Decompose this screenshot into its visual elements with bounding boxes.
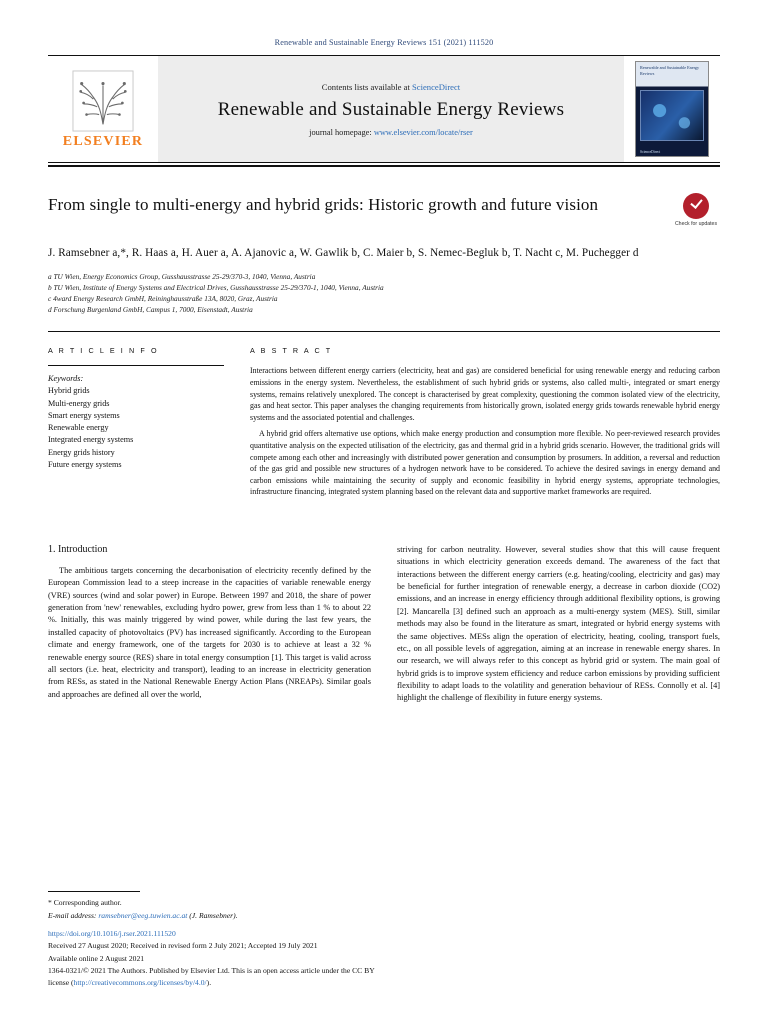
license-suffix: ). <box>206 977 212 987</box>
page-footer <box>48 891 386 988</box>
license-link[interactable]: http://creativecommons.org/licenses/by/4.0/ <box>73 977 207 987</box>
contents-line <box>322 82 460 92</box>
publisher-logo <box>48 56 158 162</box>
abstract-paragraph-2: A hybrid grid offers alternative use options, which make energy production and consumption more flexible. No peer-reviewed research provides quantitative analysis on the expected utilisation of the electricity, gas and thermal grid in a hybrid grids scenario. However, the traditional grids will compete among each other and increasingly with distributed power generation and consumption by prosumers. In addition, a reversal and reduction of the gas grid and possible new structures of a hydrogen network have to be considered. To achieve the desired savings in energy demand and carbon emissions while maintaining the security of supply and economic feasibility in hybrid energy systems, appropriate technologies, infrastructure financing, integrated system planning based on the relevant data and supportive market frameworks are required. <box>250 429 720 497</box>
corresponding-author-note: * Corresponding author. <box>48 898 122 908</box>
page-title: From single to multi-energy and hybrid grids: Historic growth and future vision <box>48 195 599 214</box>
body-right-column <box>397 544 720 705</box>
affiliation-c: c 4ward Energy Research GmbH, Reininghausstraße 13A, 8020, Graz, Austria <box>48 294 278 304</box>
crossmark-icon <box>683 193 709 219</box>
cover-thumbnail <box>635 61 709 157</box>
keyword-item: Integrated energy systems <box>48 435 134 445</box>
author-list: J. Ramsebner a,*, R. Haas a, H. Auer a, A. Ajanovic a, W. Gawlik b, C. Maier b, S. Nemec-Begluk b, T. Nacht c, M. Puchegger d <box>48 246 639 259</box>
doi-link[interactable]: https://doi.org/10.1016/j.rser.2021.111520 <box>48 929 176 939</box>
journal-cover <box>624 56 720 162</box>
article-info-column <box>48 346 224 498</box>
crossmark-label: Check for updates <box>674 221 718 227</box>
journal-homepage-link[interactable]: www.elsevier.com/locate/rser <box>373 127 473 137</box>
cover-title: Renewable and Sustainable Energy Reviews <box>640 65 700 76</box>
elsevier-tree-icon <box>72 70 134 132</box>
crossmark-badge[interactable] <box>672 193 720 228</box>
abstract-heading: A B S T R A C T <box>250 346 333 356</box>
masthead-bottom-rule <box>48 165 720 167</box>
cover-artwork <box>640 90 704 141</box>
body-columns <box>48 544 720 705</box>
body-left-column <box>48 544 371 705</box>
body-paragraph-left: The ambitious targets concerning the decarbonisation of electricity recently defined by the European Commission lead to a steep increase in the capacities of variable renewable energy (VRE) sources (wind and solar power) in Europe. Between 1997 and 2018, the share of power generation from 'new' renewables, excluding hydro power, grew from less than 1 % to about 22 %. Initially, this was mainly triggered by wind power, while during the last few years, the installed capacity of photovoltaics (PV) has increased significantly. According to the European climate and energy framework, one of the targets for 2030 is to achieve at least a 32 % renewable energy source (RES) share in total energy consumption [1]. This target is valid across all sectors (i.e. heat, electricity and transport), leading to an increase in electricity generation from RESs, as stated in the National Renewable Energy Action Plans (NREAPs). Similar goals and approaches are defined all over the world, <box>48 566 371 699</box>
article-history: Received 27 August 2020; Received in revised form 2 July 2021; Accepted 19 July 2021 <box>48 941 318 951</box>
email-label: E-mail address: <box>48 910 99 920</box>
publisher-name: ELSEVIER <box>62 134 144 149</box>
info-abstract-row <box>48 346 720 498</box>
sciencedirect-link[interactable]: ScienceDirect <box>412 81 461 92</box>
article-info-heading: A R T I C L E I N F O <box>48 346 159 356</box>
keyword-item: Multi-energy grids <box>48 398 110 408</box>
masthead-center <box>158 56 624 162</box>
section-divider <box>48 331 720 332</box>
license-prefix: 1364-0321/© 2021 The Authors. Published by Elsevier Ltd. This is an open access article under the CC BY license ( <box>48 966 375 987</box>
affiliation-list <box>48 271 720 315</box>
journal-title: Renewable and Sustainable Energy Reviews <box>217 98 565 120</box>
article-info-rule <box>48 365 224 366</box>
body-paragraph-right: striving for carbon neutrality. However, several studies show that this will cause frequent situations in which electricity generation exceeds demand. The awareness of the fact that interactions between the different energy carriers (e.g. heating/cooling, electricity and gas) may be beneficial for further integration of renewable energy, a decrease in carbon dioxide (CO2) emissions, and an increase in energy efficiency through additional flexibility options, is growing [2]. Mancarella [3] defined such an approach as a multi-energy system (MES). Still, similar methods may also be found in the literature as smart, integrated or hybrid energy systems with the same objectives. MESs align the operation of electricity, heating, cooling, transport fuels, etc., on all possible levels of aggregation, aiming at an increase in renewable energy shares. In our research, we will always refer to this concept as hybrid grid or system. The main goal of hybrid grids is to improve system efficiency and reduce carbon emissions by providing sufficient flexibility to adapt loads to the volatility and generation behaviour of RESs. Connolly et al. [4] highlight the challenge of flexibility in future energy systems. <box>397 545 720 703</box>
doi-line <box>48 928 386 939</box>
email-suffix: (J. Ramsebner). <box>187 910 238 920</box>
available-online: Available online 2 August 2021 <box>48 953 145 963</box>
license-statement <box>48 965 386 988</box>
email-link[interactable]: ramsebner@eeg.tuwien.ac.at <box>98 910 188 920</box>
keyword-item: Smart energy systems <box>48 410 120 420</box>
abstract-paragraph-1: Interactions between different energy carriers (electricity, heat and gas) are considered beneficial for using renewable energy and reducing carbon emissions in the energy system. Nevertheless, the establishment of such hybrid grids or systems, also called multi-, integrated or smart energy systems, remains relatively unexplored. The concept is characterised by great complexity, questioning the common isolated view of the electricity, gas and heat sector. This paper analyses the changing requirements from historically grown, isolated energy grids towards renewable hybrid energy systems and the associated potential and challenges. <box>250 366 720 422</box>
abstract-text <box>250 365 720 498</box>
keyword-item: Hybrid grids <box>48 386 90 396</box>
abstract-column <box>250 346 720 498</box>
keyword-item: Renewable energy <box>48 423 109 433</box>
running-head: Renewable and Sustainable Energy Reviews 151 (2021) 111520 <box>274 38 494 47</box>
journal-homepage-line <box>309 128 473 137</box>
affiliation-d: d Forschung Burgenland GmbH, Campus 1, 7000, Eisenstadt, Austria <box>48 305 253 315</box>
title-block <box>48 193 720 228</box>
contents-prefix: Contents lists available at <box>321 81 412 92</box>
keyword-item: Energy grids history <box>48 447 115 457</box>
cover-footer: ScienceDirect <box>640 150 661 154</box>
affiliation-a: a TU Wien, Energy Economics Group, Gusshausstrasse 25-29/370-3, 1040, Vienna, Austria <box>48 271 316 281</box>
section-heading-introduction: 1. Introduction <box>48 544 108 555</box>
keywords-list <box>48 385 224 471</box>
keywords-label: Keywords: <box>48 374 84 384</box>
keyword-item: Future energy systems <box>48 460 122 470</box>
homepage-prefix: journal homepage: <box>309 127 374 137</box>
journal-masthead <box>48 55 720 163</box>
affiliation-b: b TU Wien, Institute of Energy Systems and Electrical Drives, Gusshausstrasse 25-29/370-1, 1040, Vienna, Austria <box>48 283 384 293</box>
footnote-rule <box>48 891 140 892</box>
corresponding-email-line <box>48 910 386 921</box>
